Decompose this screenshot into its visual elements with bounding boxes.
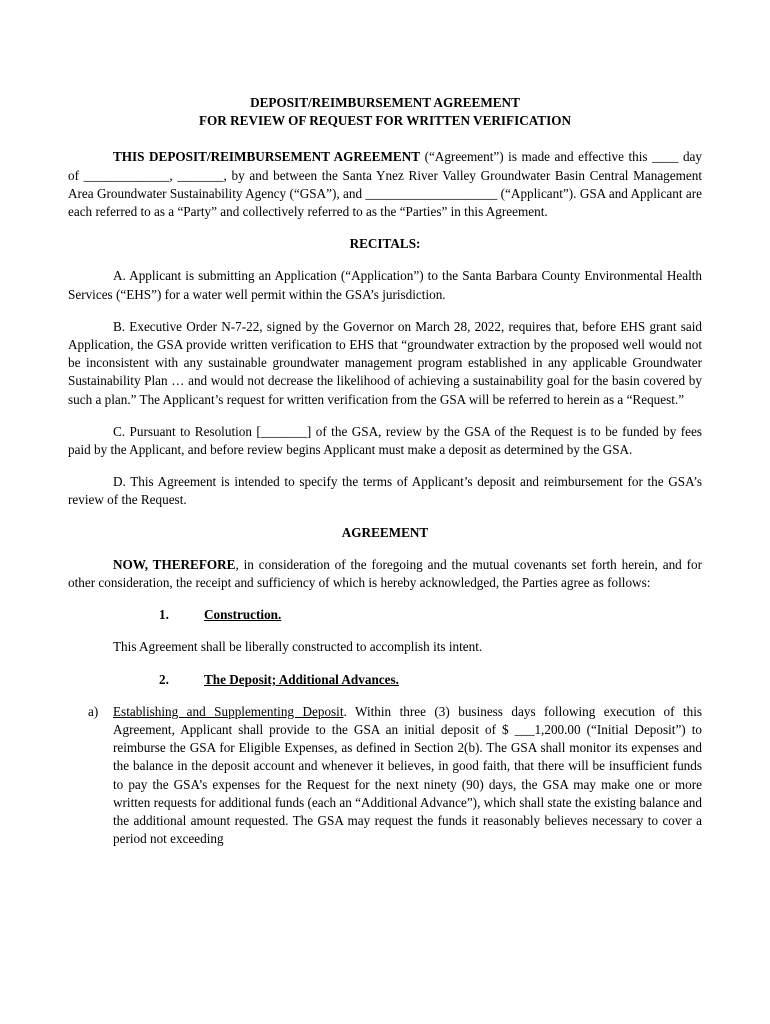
recital-d: D. This Agreement is intended to specify the terms of Applicant’s deposit and reimbursement for the GSA’s review of the Request. [68,474,702,508]
intro-paragraph [68,148,702,221]
section-1-heading [68,606,702,624]
section-2-heading [68,671,702,689]
recitals-heading: RECITALS: [349,236,421,252]
now-therefore-text: , in consideration of the foregoing and the mutual covenants set forth herein, and for other consideration, the receipt and sufficiency of which is hereby acknowledged, the Parties agree as follows: [68,556,702,591]
intro-text: (“Agreement”) is made and effective this ____ day of _____________, _______, by and between the Santa Ynez River Valley Groundwater Basin Central Management Area Groundwater Sustainability Agency (“GSA”), and ____________________ (“Applicant”). GSA and Applicant are each referred to as a “Party” and collectively referred to as the “Parties” in this Agreement. [68,149,702,220]
recital-c: C. Pursuant to Resolution [_______] of the GSA, review by the GSA of the Request is to be funded by fees paid by the Applicant, and before review begins Applicant must make a deposit as determined by the GSA. [68,423,702,458]
agreement-heading: AGREEMENT [341,524,429,540]
recital-b: B. Executive Order N-7-22, signed by the Governor on March 28, 2022, requires that, before EHS grant said Application, the GSA provide written verification to EHS that “groundwater extraction by the proposed well would not be inconsistent with any sustainable groundwater management program established in any applicable Groundwater Sustainability Plan … and would not decrease the likelihood of achieving a sustainability goal for the basin covered by such a plan.” The Applicant’s request for written verification from the GSA will be referred to herein as a “Request.” [68,318,702,407]
now-therefore-bold: NOW, THEREFORE [113,556,236,572]
recital-a: A. Applicant is submitting an Application (“Application”) to the Santa Barbara County Environmental Health Services (“EHS”) for a water well permit within the GSA’s jurisdiction. [68,268,702,302]
title-line-1: DEPOSIT/REIMBURSEMENT AGREEMENT [250,95,520,110]
section-1-text: This Agreement shall be liberally constructed to accomplish its intent. [113,639,483,655]
document-body [68,94,702,849]
section-2-number: 2. [159,671,169,687]
title-line-2: FOR REVIEW OF REQUEST FOR WRITTEN VERIFICATION [198,113,571,129]
item-a-title: Establishing and Supplementing Deposit [113,703,344,719]
item-a-marker: a) [88,703,99,719]
section-2-item-a [68,703,702,849]
section-1-label: Construction. [204,607,282,623]
item-a-text: . Within three (3) business days following execution of this Agreement, Applicant shall provide to the GSA an initial deposit of $ ___1,200.00 (“Initial Deposit”) to reimburse the GSA for Eligible Expenses, as defined in Section 2(b). The GSA shall monitor its expenses and the balance in the deposit account and whenever it believes, in good faith, that there will be insufficient funds to pay the GSA’s expenses for the Request for the next ninety (90) days, the GSA may make one or more written requests for additional funds (each an “Additional Advance”), which shall state the existing balance and the additional amount requested. The GSA may request the funds it reasonably believes necessary to cover a period not exceeding [113,703,703,847]
section-2-label: The Deposit; Additional Advances. [204,671,399,687]
now-therefore-paragraph [68,556,702,592]
section-1-number: 1. [159,607,169,623]
item-a-body [113,703,702,849]
document-title [68,94,702,130]
intro-bold-lead: THIS DEPOSIT/REIMBURSEMENT AGREEMENT [113,149,421,165]
